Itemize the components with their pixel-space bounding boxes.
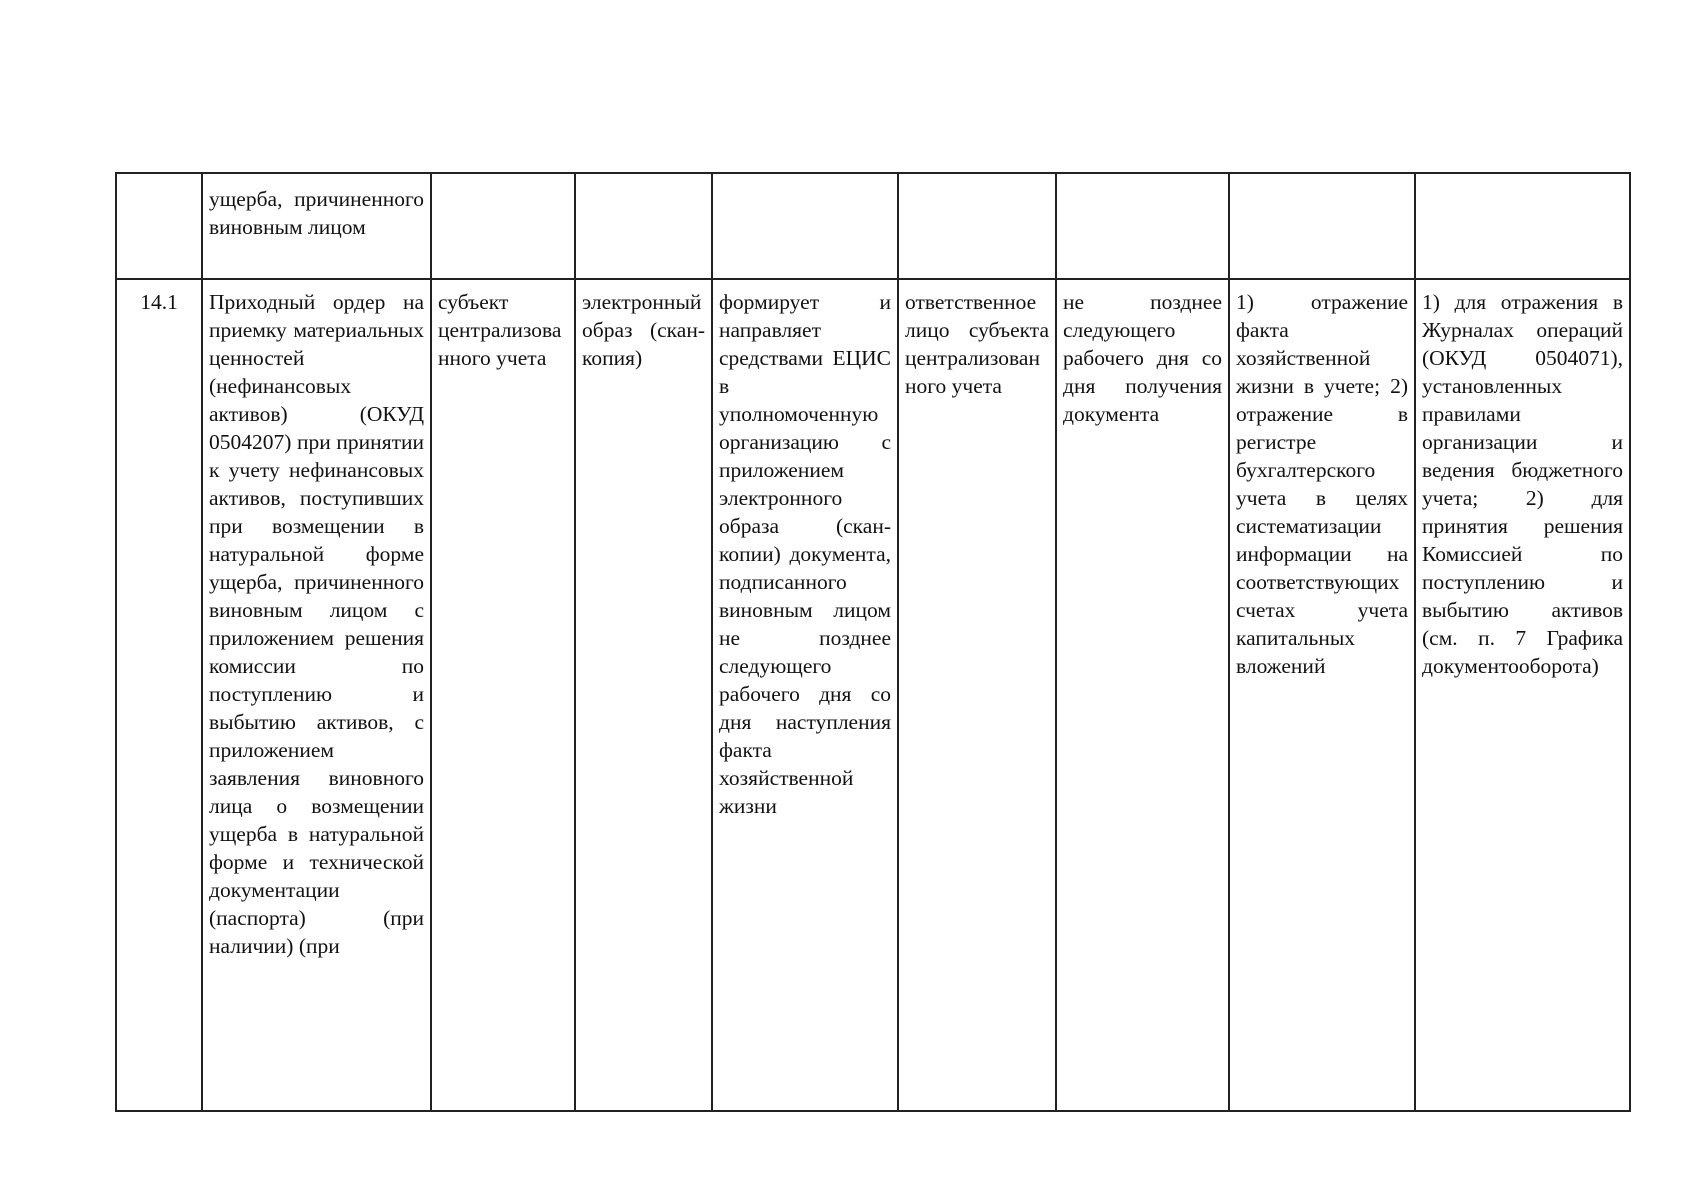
usage-cell: 1) для отражения в Журналах операций (ОКУД 0504071), установленных правилами организации и ведения бюджетного учета; 2) для принятия решения Комиссией по поступлению и выбытию активов (см. п. 7 Графика документооборота) bbox=[1415, 279, 1630, 1111]
responsible-cell: ответственное лицо субъекта централизованного учета bbox=[898, 279, 1056, 1111]
purpose-cell bbox=[1229, 173, 1415, 279]
responsible-cell bbox=[898, 173, 1056, 279]
document-flow-table bbox=[115, 172, 1631, 1112]
format-cell bbox=[575, 173, 712, 279]
action-cell: формирует и направляет средствами ЕЦИС в уполномоченную организацию с приложением электронного образа (скан-копии) документа, подписанного виновным лицом не позднее следующего рабочего дня со дня наступления факта хозяйственной жизни bbox=[712, 279, 898, 1111]
format-cell: электронный образ (скан-копия) bbox=[575, 279, 712, 1111]
document-name-cell: ущерба, причиненного виновным лицом bbox=[202, 173, 431, 279]
deadline-cell: не позднее следующего рабочего дня со дня получения документа bbox=[1056, 279, 1229, 1111]
row-number-cell: 14.1 bbox=[116, 279, 202, 1111]
row-number-cell bbox=[116, 173, 202, 279]
originator-cell bbox=[431, 173, 575, 279]
originator-cell: субъект централизованного учета bbox=[431, 279, 575, 1111]
action-cell bbox=[712, 173, 898, 279]
usage-cell bbox=[1415, 173, 1630, 279]
table-row-14-1 bbox=[116, 279, 1630, 1111]
table-row-continuation bbox=[116, 173, 1630, 279]
document-name-cell: Приходный ордер на приемку материальных ценностей (нефинансовых активов) (ОКУД 0504207) при принятии к учету нефинансовых активов, поступивших при возмещении в натуральной форме ущерба, причиненного виновным лицом с приложением решения комиссии по поступлению и выбытию активов, с приложением заявления виновного лица о возмещении ущерба в натуральной форме и технической документации (паспорта) (при наличии) (при bbox=[202, 279, 431, 1111]
purpose-cell: 1) отражение факта хозяйственной жизни в учете; 2) отражение в регистре бухгалтерского учета в целях систематизации информации на соответствующих счетах учета капитальных вложений bbox=[1229, 279, 1415, 1111]
deadline-cell bbox=[1056, 173, 1229, 279]
